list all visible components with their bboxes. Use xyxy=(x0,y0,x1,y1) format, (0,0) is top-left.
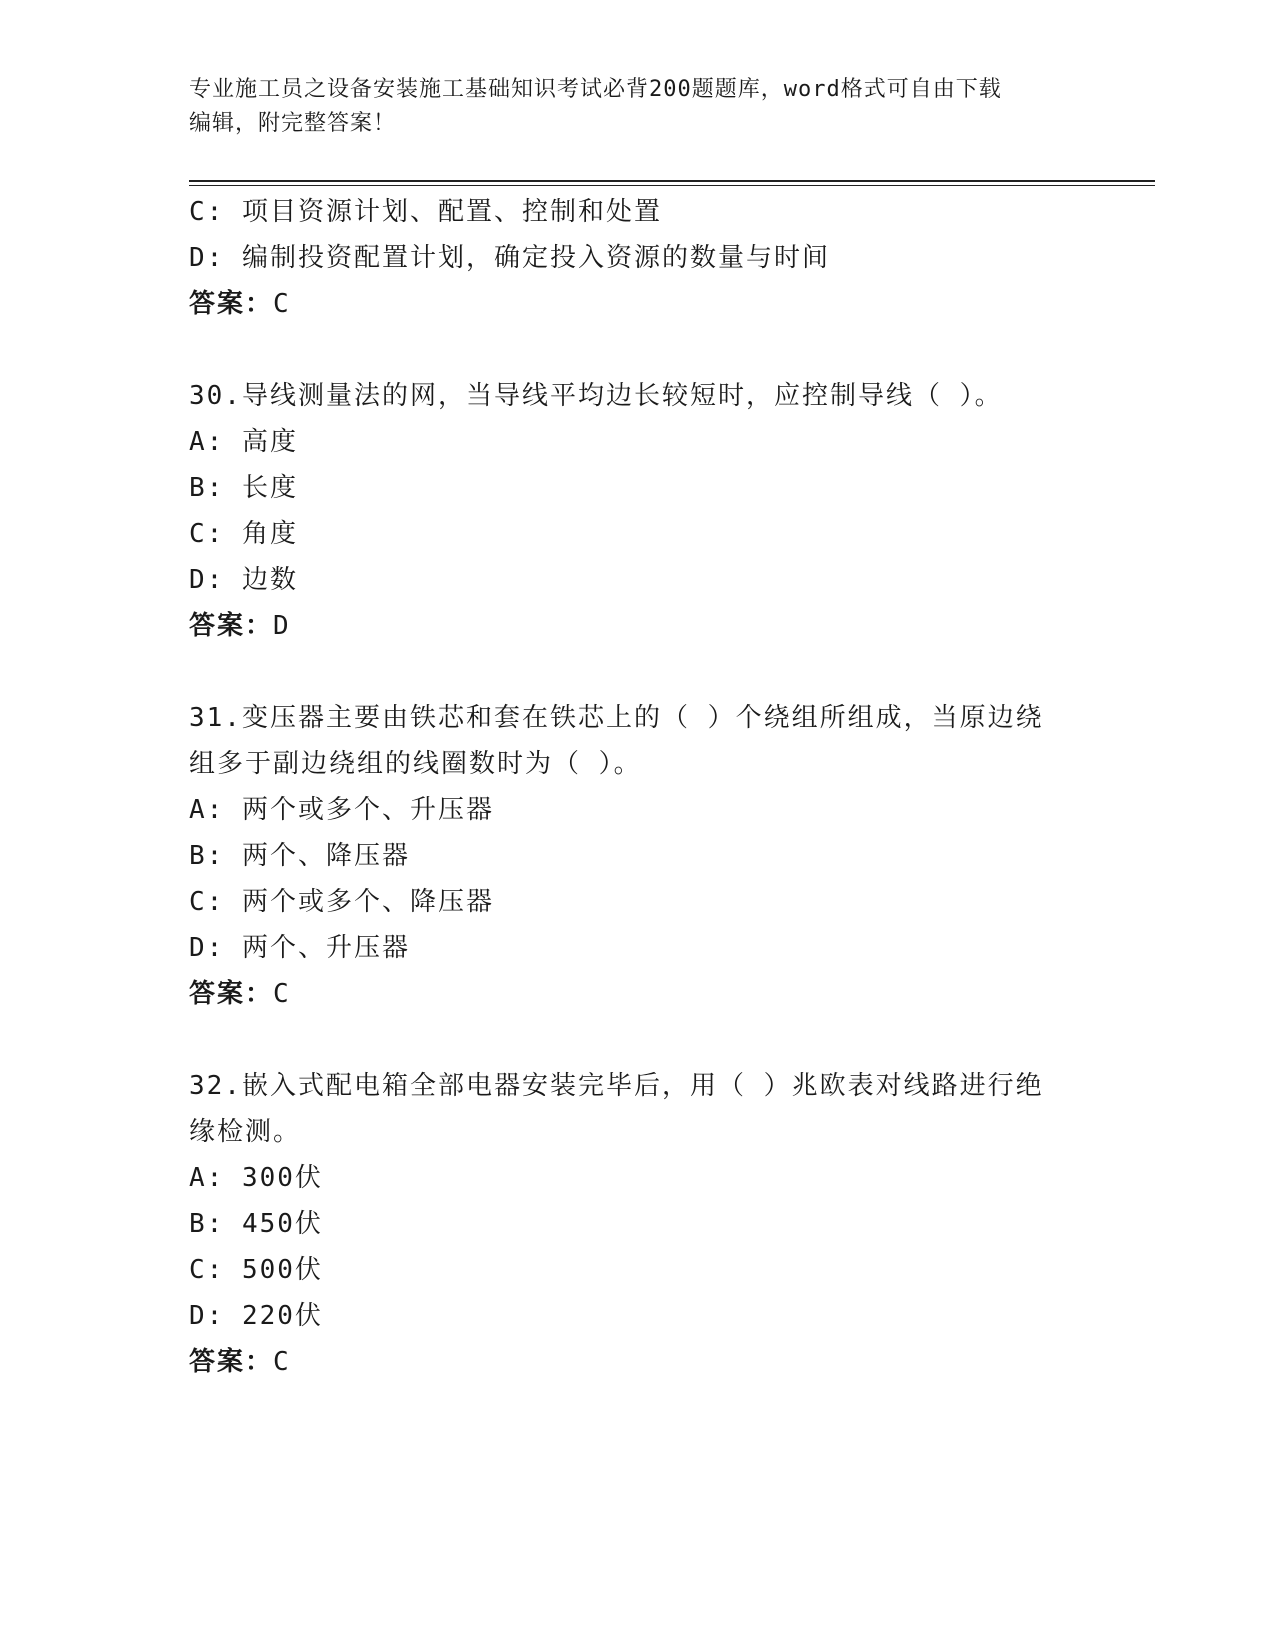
option-c: C: 角度 xyxy=(189,519,298,549)
spacer xyxy=(189,649,1069,695)
answer-line xyxy=(189,281,1069,327)
option-b: B: 450伏 xyxy=(189,1209,323,1239)
question-30 xyxy=(189,373,1069,649)
spacer xyxy=(189,327,1069,373)
option-a: A: 两个或多个、升压器 xyxy=(189,795,494,825)
header-divider-thick xyxy=(189,180,1155,182)
option-b: B: 长度 xyxy=(189,473,298,503)
answer-line xyxy=(189,603,1069,649)
question-list xyxy=(189,189,1069,1385)
option-d: D: 两个、升压器 xyxy=(189,933,410,963)
question-text-line-2: 缘检测。 xyxy=(189,1117,302,1147)
option-a: A: 高度 xyxy=(189,427,298,457)
question-31 xyxy=(189,695,1069,1017)
option-c: C: 项目资源计划、配置、控制和处置 xyxy=(189,197,662,227)
option-a: A: 300伏 xyxy=(189,1163,323,1193)
question-text-line-1: 31.变压器主要由铁芯和套在铁芯上的（ ）个绕组所组成，当原边绕 xyxy=(189,703,1044,733)
answer-label: 答案： xyxy=(189,979,274,1009)
answer-label: 答案： xyxy=(189,289,274,319)
answer-label: 答案： xyxy=(189,1347,274,1377)
page-header xyxy=(189,73,1079,141)
question-text: 30.导线测量法的网，当导线平均边长较短时，应控制导线（ ）。 xyxy=(189,381,1003,411)
option-c: C: 500伏 xyxy=(189,1255,323,1285)
header-divider-thin xyxy=(189,185,1155,186)
answer-label: 答案： xyxy=(189,611,274,641)
option-b: B: 两个、降压器 xyxy=(189,841,410,871)
option-d: D: 边数 xyxy=(189,565,298,595)
answer-value: D xyxy=(273,611,291,641)
question-32 xyxy=(189,1063,1069,1385)
header-title-line-2: 编辑，附完整答案！ xyxy=(189,111,397,136)
option-d: D: 220伏 xyxy=(189,1301,323,1331)
answer-line xyxy=(189,971,1069,1017)
question-text-line-1: 32.嵌入式配电箱全部电器安装完毕后，用（ ）兆欧表对线路进行绝 xyxy=(189,1071,1044,1101)
option-c: C: 两个或多个、降压器 xyxy=(189,887,494,917)
answer-value: C xyxy=(273,979,291,1009)
question-text-line-2: 组多于副边绕组的线圈数时为（ ）。 xyxy=(189,749,642,779)
spacer xyxy=(189,1017,1069,1063)
answer-line xyxy=(189,1339,1069,1385)
answer-value: C xyxy=(273,289,291,319)
question-29-tail xyxy=(189,189,1069,327)
option-d: D: 编制投资配置计划，确定投入资源的数量与时间 xyxy=(189,243,830,273)
answer-value: C xyxy=(273,1347,291,1377)
header-title-line-1: 专业施工员之设备安装施工基础知识考试必背200题题库，word格式可自由下载 xyxy=(189,77,1002,102)
